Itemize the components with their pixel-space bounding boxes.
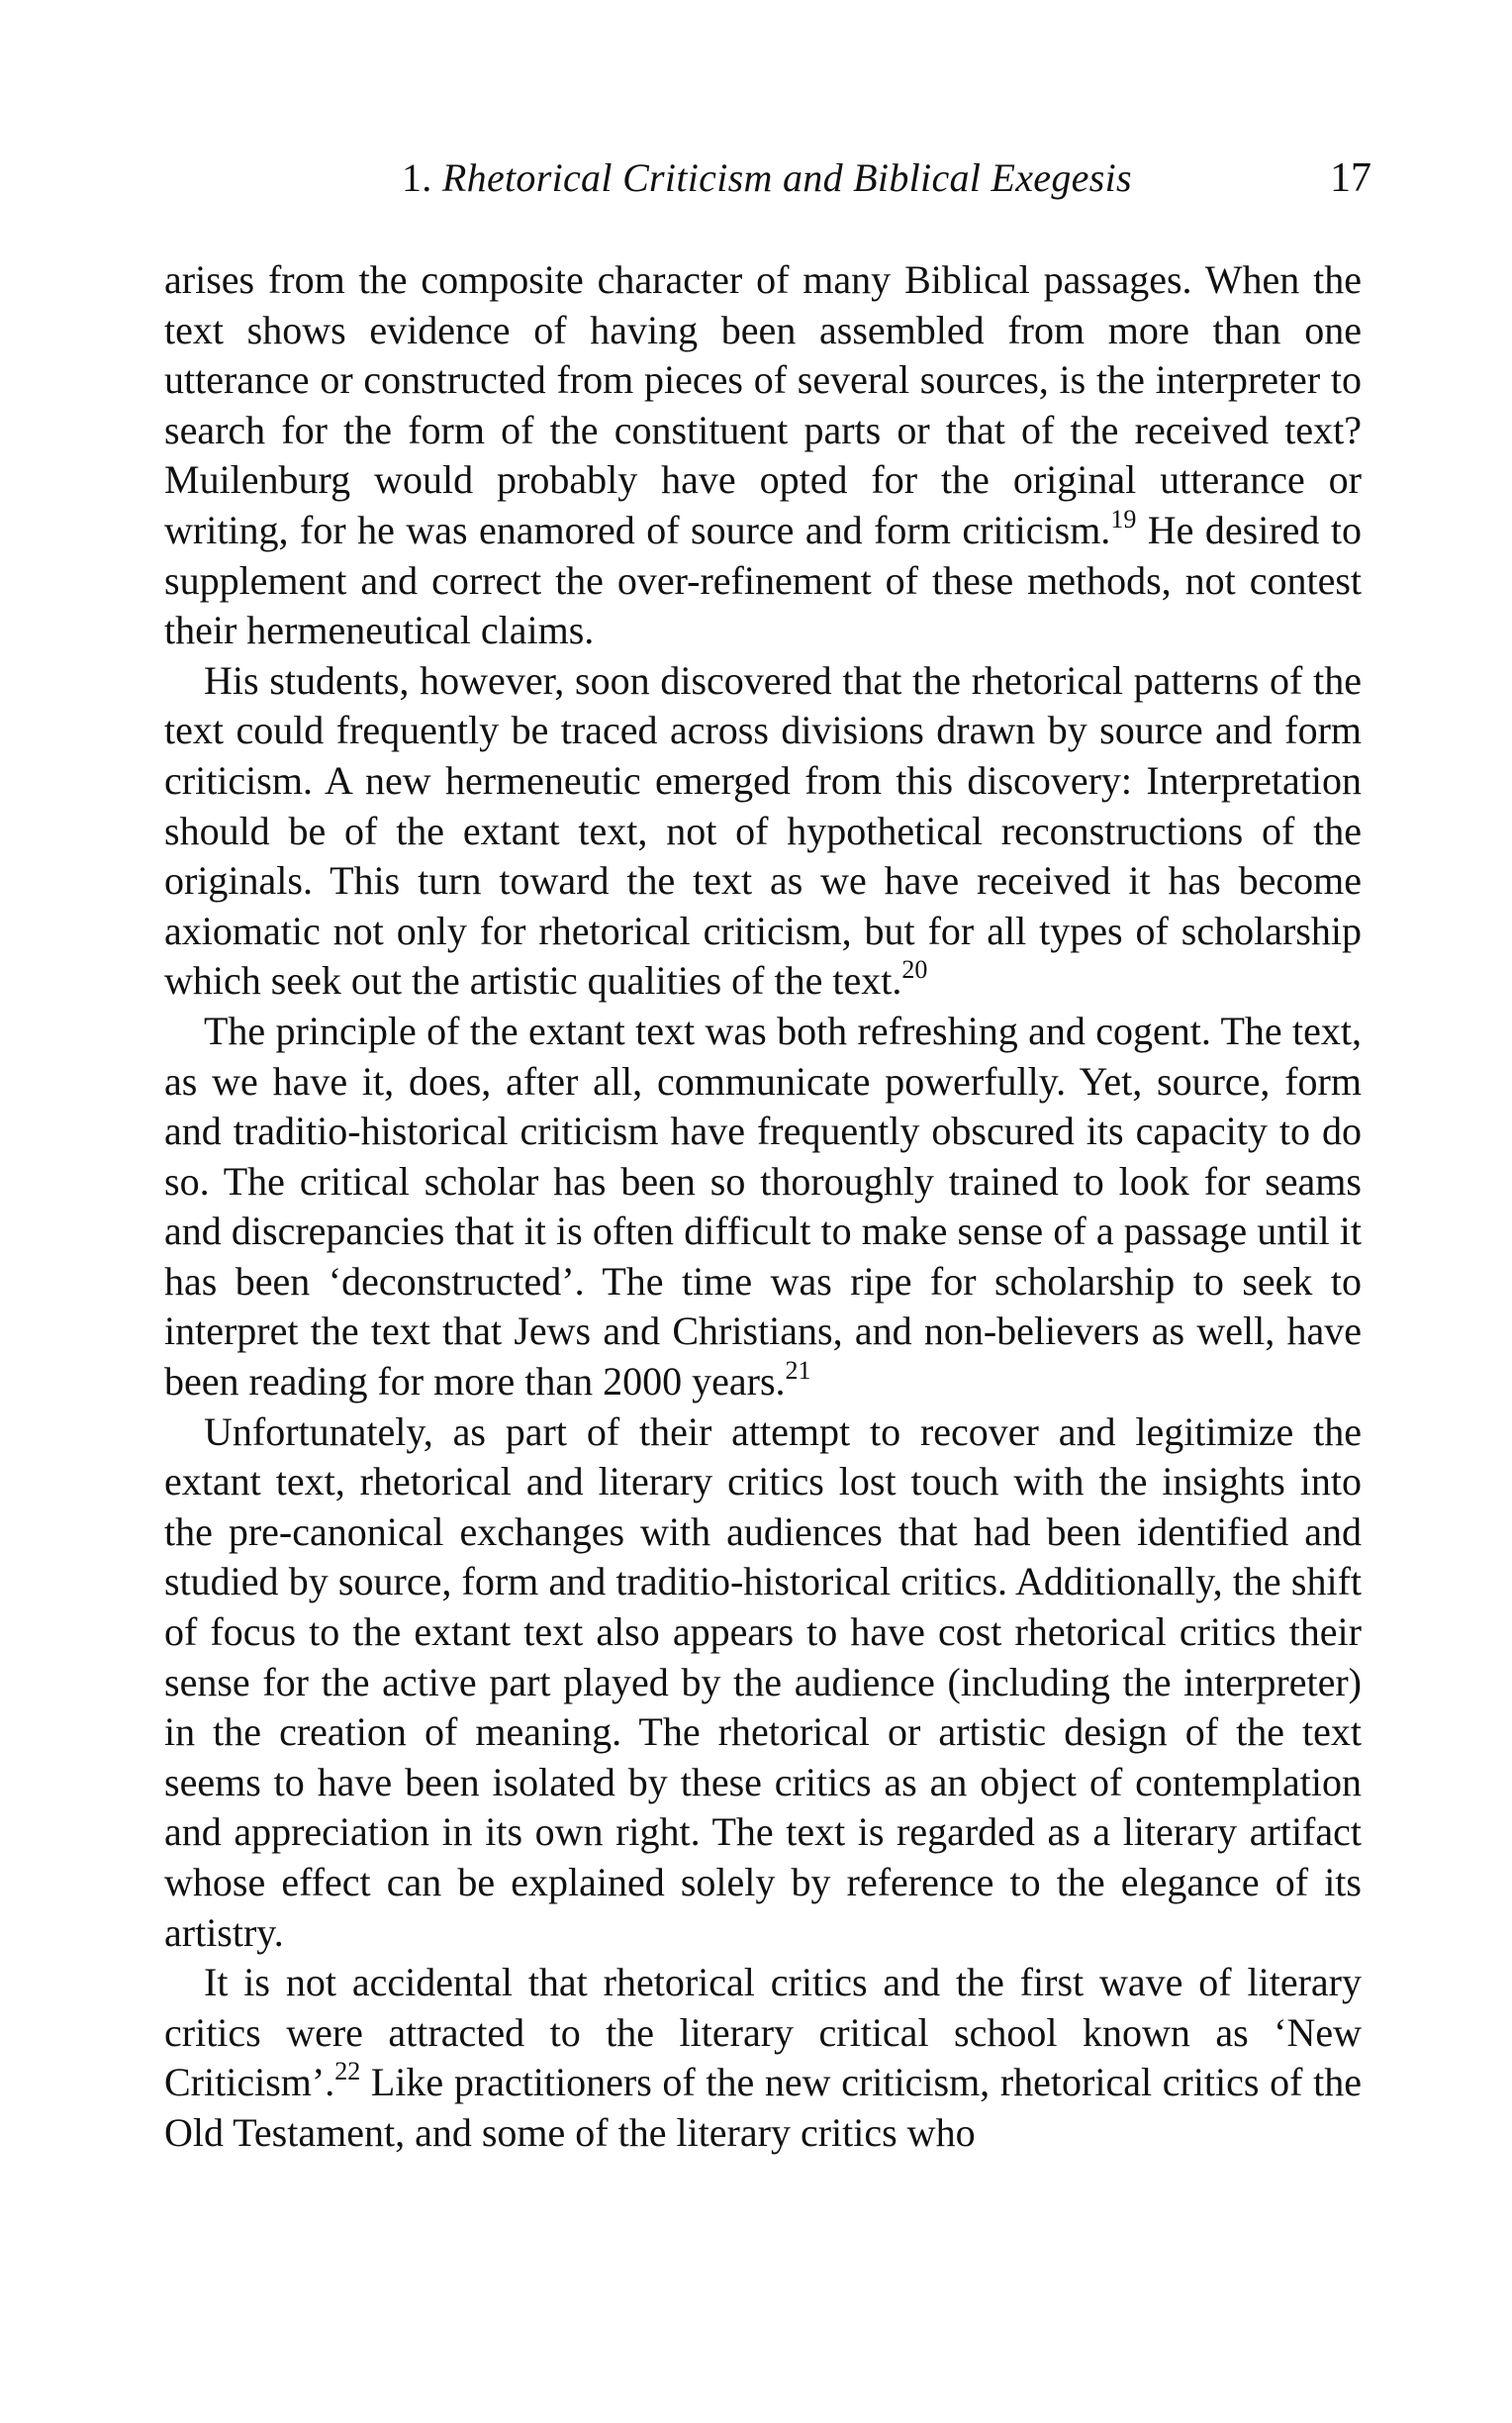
paragraph	[164, 656, 1362, 1007]
footnote-ref-21: 21	[785, 1356, 811, 1386]
chapter-title: Rhetorical Criticism and Biblical Exegesis	[441, 155, 1132, 200]
text-segment: Unfortunately, as part of their attempt to recover and legitimize the extant text, rhetorical and literary critics lost touch with the insights into the pre-canonical exchanges with audiences that had been identified and studied by source, form and traditio-historical critics. Additionally, the shift of focus to the extant text also appears to have cost rhetorical critics their sense for the active part played by the audience (including the interpreter) in the creation of meaning. The rhetorical or artistic design of the text seems to have been isolated by these critics as an object of contemplation and appreciation in its own right. The text is regarded as a literary artifact whose effect can be explained solely by reference to the elegance of its artistry.	[164, 1408, 1362, 1955]
text-segment: arises from the composite character of many Biblical passages. When the text shows evidence of having been assembled from more than one utterance or constructed from pieces of several sources, is the interpreter to search for the form of the constituent parts or that of the received text? Muilenburg would probably have opted for the original utterance or writing, for he was enamored of source and form criticism.	[164, 257, 1362, 552]
text-segment: The principle of the extant text was both refreshing and cogent. The text, as we have it, does, after all, communicate powerfully. Yet, source, form and traditio-historical criticism have frequently obscured its capacity to do so. The critical scholar has been so thoroughly trained to look for seams and discrepancies that it is often difficult to make sense of a passage until it has been ‘deconstructed’. The time was ripe for scholarship to seek to interpret the text that Jews and Christians, and non-believers as well, have been reading for more than 2000 years.	[164, 1008, 1362, 1405]
chapter-heading	[402, 148, 1132, 208]
text-segment: Like practitioners of the new criticism, rhetorical critics of the Old Testament, and some of the literary critics who	[164, 2060, 1362, 2155]
paragraph	[164, 1958, 1362, 2158]
running-head	[164, 148, 1391, 208]
text-segment: He desired to supplement and correct the over-refinement of these methods, not contest their hermeneutical claims.	[164, 507, 1363, 653]
body-text	[164, 255, 1362, 2159]
footnote-ref-19: 19	[1110, 504, 1137, 533]
text-segment: It is not accidental that rhetorical critics and the first wave of literary critics were attracted to the literary critical school known as ‘New Criticism’.	[164, 1960, 1362, 2105]
paragraph	[164, 1007, 1362, 1407]
chapter-number: 1.	[402, 155, 432, 200]
text-segment: His students, however, soon discovered that the rhetorical patterns of the text could frequently be traced across divisions drawn by source and form criticism. A new hermeneutic emerged from this discovery: Interpretation should be of the extant text, not of hypothetical reconstructions of the originals. This turn toward the text as we have received it has become axiomatic not only for rhetorical criticism, but for all types of scholarship which seek out the artistic qualities of the text.	[164, 657, 1362, 1004]
paragraph	[164, 1407, 1362, 1959]
paragraph	[164, 255, 1362, 656]
page-number: 17	[1330, 155, 1371, 201]
footnote-ref-22: 22	[334, 2057, 361, 2086]
footnote-ref-20: 20	[901, 955, 928, 985]
